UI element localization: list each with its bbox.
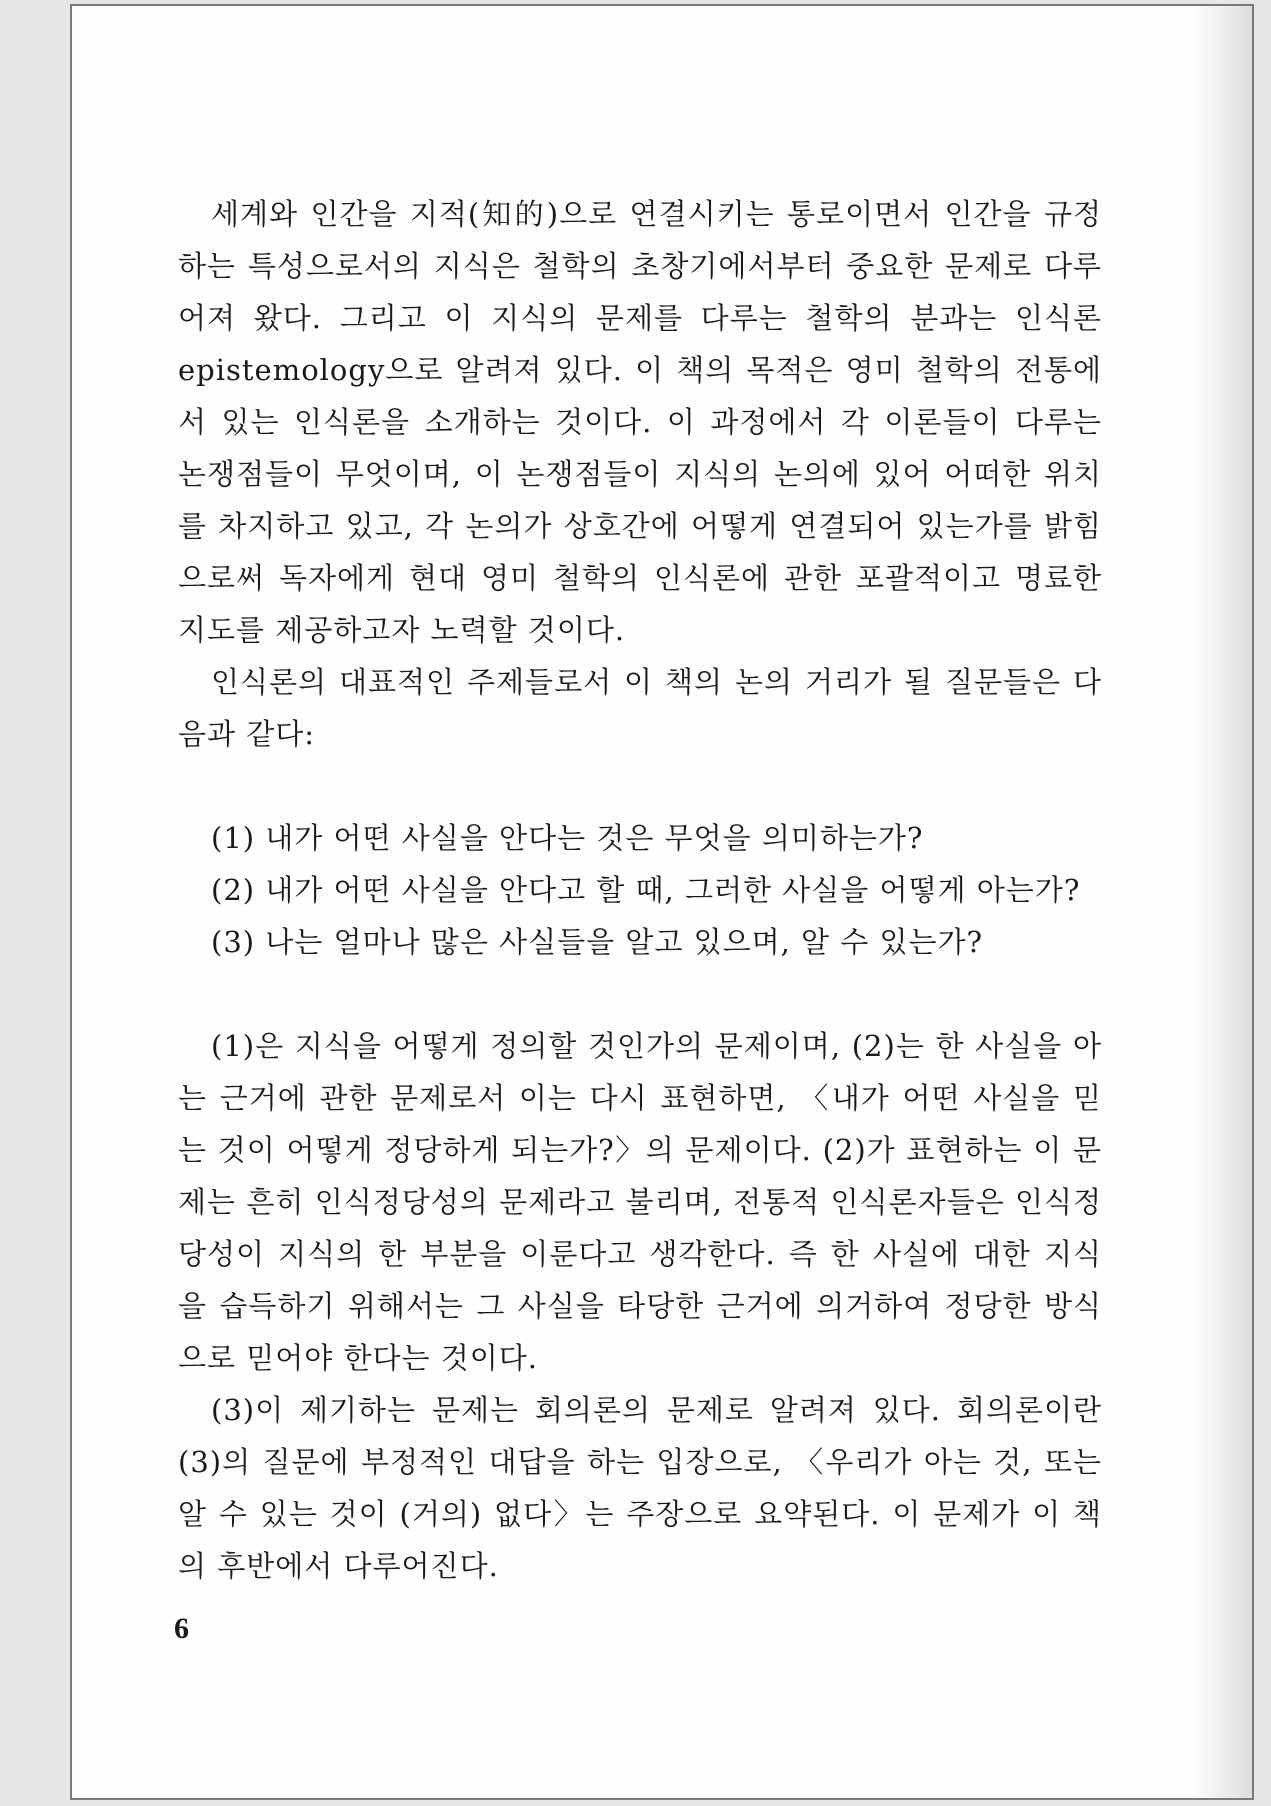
page-edge-shadow — [1192, 6, 1252, 1798]
paragraph-intro: 세계와 인간을 지적(知的)으로 연결시키는 통로이면서 인간을 규정하는 특성으로서의 지식은 철학의 초창기에서부터 중요한 문제로 다루어져 왔다. 그리고 이 지식의 문제를 다루는 철학의 분과는 인식론 epistemology으로 알려져 있다. 이 책의 목적은 영미 철학의 전통에서 있는 인식론을 소개하는 것이다. 이 과정에서 각 이론들이 다루는 논쟁점들이 무엇이며, 이 논쟁점들이 지식의 논의에 있어 어떠한 위치를 차지하고 있고, 각 논의가 상호간에 어떻게 연결되어 있는가를 밝힘으로써 독자에게 현대 영미 철학의 인식론에 관한 포괄적이고 명료한 지도를 제공하고자 노력할 것이다. — [178, 197, 1102, 647]
question-list — [178, 812, 1102, 968]
question-item: (1) 내가 어떤 사실을 안다는 것은 무엇을 의미하는가? — [211, 821, 924, 855]
paragraph-skepticism: (3)이 제기하는 문제는 회의론의 문제로 알려져 있다. 회의론이란 (3)의 질문에 부정적인 대답을 하는 입장으로, 〈우리가 아는 것, 또는 알 수 있는 것이 (거의) 없다〉는 주장으로 요약된다. 이 문제가 이 책의 후반에서 다루어진다. — [178, 1393, 1102, 1583]
page-number: 6 — [174, 1612, 189, 1645]
body-text — [178, 188, 1102, 1592]
question-item: (2) 내가 어떤 사실을 안다고 할 때, 그러한 사실을 어떻게 아는가? — [211, 873, 1081, 907]
question-item: (3) 나는 얼마나 많은 사실들을 알고 있으며, 알 수 있는가? — [211, 925, 984, 959]
paragraph-topics: 인식론의 대표적인 주제들로서 이 책의 논의 거리가 될 질문들은 다음과 같다: — [178, 665, 1102, 751]
paragraph-justification: (1)은 지식을 어떻게 정의할 것인가의 문제이며, (2)는 한 사실을 아는 근거에 관한 문제로서 이는 다시 표현하면, 〈내가 어떤 사실을 믿는 것이 어떻게 정당하게 되는가?〉의 문제이다. (2)가 표현하는 이 문제는 흔히 인식정당성의 문제라고 불리며, 전통적 인식론자들은 인식정당성이 지식의 한 부분을 이룬다고 생각한다. 즉 한 사실에 대한 지식을 습득하기 위해서는 그 사실을 타당한 근거에 의거하여 정당한 방식으로 믿어야 한다는 것이다. — [178, 1029, 1102, 1375]
